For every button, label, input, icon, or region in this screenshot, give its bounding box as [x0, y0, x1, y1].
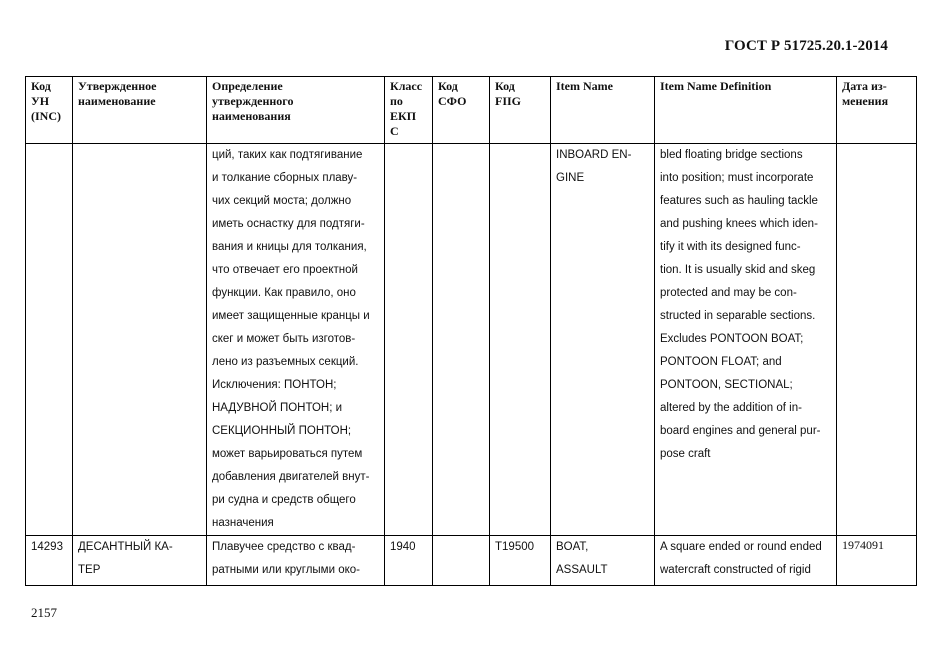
text-line: наименование	[78, 94, 156, 108]
cell-definition-ru	[207, 536, 385, 586]
text-line: into position; must incorporate	[660, 172, 814, 184]
text-line: GINE	[556, 172, 585, 184]
cell-approved-name	[73, 536, 207, 586]
text-line: что отвечает его проектной	[212, 264, 358, 276]
text-line: С	[390, 124, 399, 138]
cell-inc: 14293	[26, 536, 73, 586]
text-line: имеет защищенные кранцы и	[212, 310, 370, 322]
text-line: Исключения: ПОНТОН;	[212, 379, 337, 391]
text-line: tion. It is usually skid and skeg	[660, 264, 816, 276]
text-line: утвержденного	[212, 94, 294, 108]
text-line: Код	[495, 79, 515, 93]
table-header-row	[26, 77, 917, 144]
text-line: Item Name Definition	[660, 79, 772, 93]
text-line: менения	[842, 94, 889, 108]
text-line: features such as hauling tackle	[660, 195, 818, 207]
classification-table	[25, 76, 917, 586]
header-definition-ru	[207, 77, 385, 144]
header-change-date	[837, 77, 917, 144]
text-line: Item Name	[556, 79, 613, 93]
text-line: Утвержденное	[78, 79, 157, 93]
page-number: 2157	[31, 605, 57, 620]
header-inc	[26, 77, 73, 144]
text-line: иметь оснастку для подтяги-	[212, 218, 365, 230]
cell-change-date	[837, 144, 917, 536]
text-line: по	[390, 94, 403, 108]
text-line: pose craft	[660, 448, 711, 460]
text-line: ДЕСАНТНЫЙ КА-	[78, 541, 173, 553]
cell-approved-name	[73, 144, 207, 536]
cell-item-name	[551, 536, 655, 586]
text-line: structed in separable sections.	[660, 310, 816, 322]
text-line: вания и кницы для толкания,	[212, 241, 367, 253]
cell-item-name-definition	[655, 144, 837, 536]
cell-fiig-code: T19500	[490, 536, 551, 586]
header-fiig-code	[490, 77, 551, 144]
text-line: FIIG	[495, 94, 522, 108]
header-item-name-definition	[655, 77, 837, 144]
text-line: наименования	[212, 109, 291, 123]
header-approved-name	[73, 77, 207, 144]
text-line: ЕКП	[390, 109, 417, 123]
text-line: чих секций моста; должно	[212, 195, 352, 207]
header-ekps-class	[385, 77, 433, 144]
text-line: ТЕР	[78, 564, 101, 576]
text-line: ри судна и средств общего	[212, 494, 356, 506]
cell-change-date: 1974091	[837, 536, 917, 586]
header-item-name	[551, 77, 655, 144]
text-line: добавления двигателей внут-	[212, 471, 370, 483]
text-line: Плавучее средство с квад-	[212, 541, 356, 553]
text-line: ций, таких как подтягивание	[212, 149, 363, 161]
text-line: and pushing knees which iden-	[660, 218, 818, 230]
text-line: назначения	[212, 517, 274, 529]
text-line: Класс	[390, 79, 423, 93]
text-line: Код	[31, 79, 51, 93]
text-line: УН	[31, 94, 50, 108]
cell-ekps-class	[385, 144, 433, 536]
text-line: board engines and general pur-	[660, 425, 821, 437]
text-line: PONTOON FLOAT; and	[660, 356, 782, 368]
table-row	[26, 144, 917, 536]
text-line: СЕКЦИОННЫЙ ПОНТОН;	[212, 425, 352, 437]
standard-header: ГОСТ Р 51725.20.1-2014	[724, 38, 888, 54]
cell-item-name-definition	[655, 536, 837, 586]
text-line: функции. Как правило, оно	[212, 287, 356, 299]
text-line: watercraft constructed of rigid	[660, 564, 811, 576]
text-line: Определение	[212, 79, 283, 93]
cell-fiig-code	[490, 144, 551, 536]
text-line: может варьироваться путем	[212, 448, 363, 460]
cell-sfo-code	[433, 144, 490, 536]
text-line: tify it with its designed func-	[660, 241, 801, 253]
cell-ekps-class: 1940	[385, 536, 433, 586]
text-line: BOAT,	[556, 541, 589, 553]
text-line: INBOARD EN-	[556, 149, 632, 161]
text-line: A square ended or round ended	[660, 541, 822, 553]
text-line: Дата из-	[842, 79, 887, 93]
text-line: СФО	[438, 94, 467, 108]
text-line: PONTOON, SECTIONAL;	[660, 379, 793, 391]
cell-sfo-code	[433, 536, 490, 586]
text-line: и толкание сборных плаву-	[212, 172, 358, 184]
text-line: ратными или круглыми око-	[212, 564, 360, 576]
cell-inc	[26, 144, 73, 536]
text-line: bled floating bridge sections	[660, 149, 803, 161]
text-line: скег и может быть изготов-	[212, 333, 356, 345]
text-line: Код	[438, 79, 458, 93]
text-line: ASSAULT	[556, 564, 608, 576]
header-sfo-code	[433, 77, 490, 144]
cell-item-name	[551, 144, 655, 536]
table-row	[26, 536, 917, 586]
text-line: лено из разъемных секций.	[212, 356, 359, 368]
text-line: Excludes PONTOON BOAT;	[660, 333, 804, 345]
text-line: protected and may be con-	[660, 287, 797, 299]
text-line: altered by the addition of in-	[660, 402, 802, 414]
text-line: НАДУВНОЙ ПОНТОН; и	[212, 402, 343, 414]
text-line: (INC)	[31, 109, 61, 123]
cell-definition-ru	[207, 144, 385, 536]
